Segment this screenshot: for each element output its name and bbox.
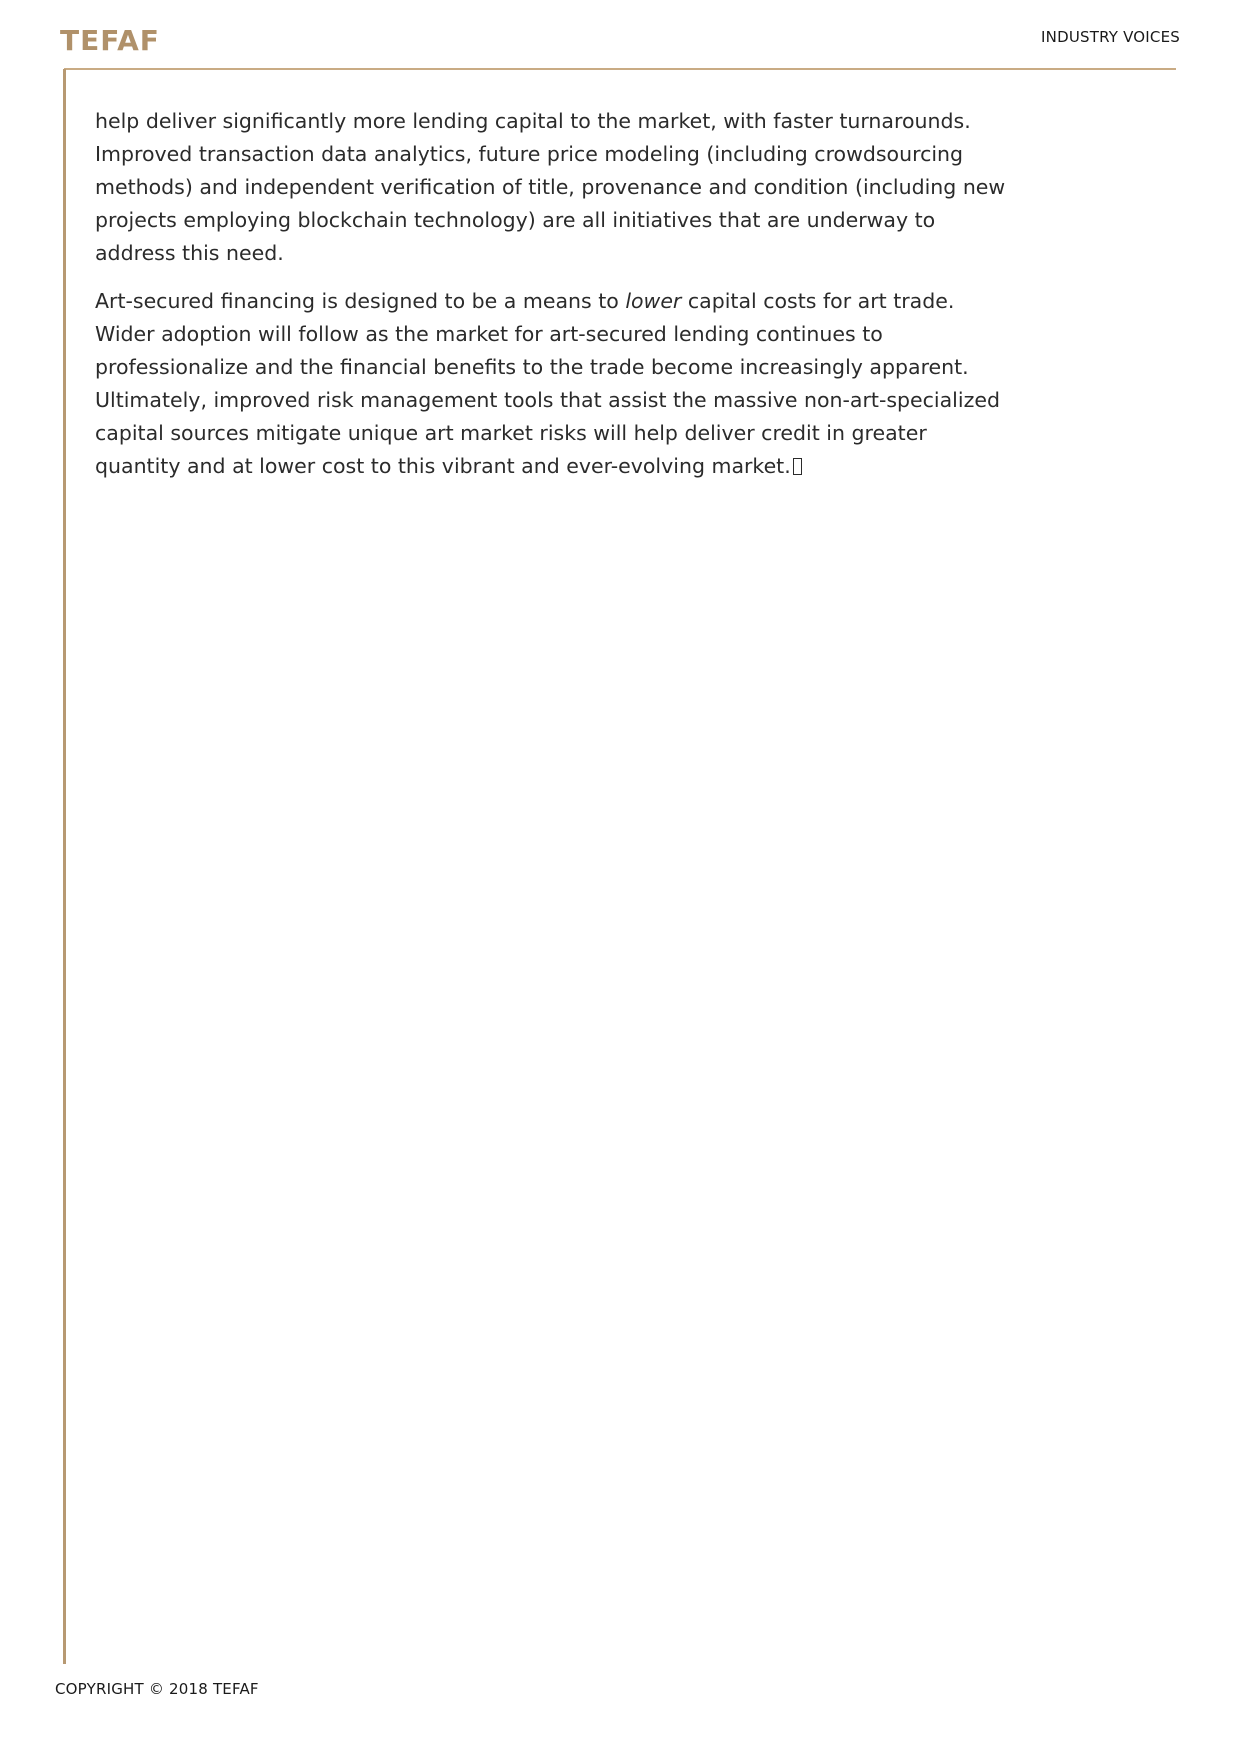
paragraph-2-text-end: capital costs for art trade. Wider adoption will follow as the market for art-secured lending continues to professionalize and the financial benefits to the trade become increasingly apparent. Ultimately, improved risk management tools that assist the massive non-art-specialized capital sources mitigate unique art market risks will help deliver credit in greater quantity and at lower cost to this vibrant and ever-evolving market. [95, 289, 1000, 478]
emphasis-lower: lower [625, 289, 682, 313]
section-label: INDUSTRY VOICES [1041, 28, 1180, 46]
end-of-article-icon [793, 458, 802, 475]
copyright-footer: COPYRIGHT © 2018 TEFAF [55, 1680, 259, 1698]
paragraph-2-text-start: Art-secured financing is designed to be a means to [95, 289, 626, 313]
header-rule [64, 68, 1176, 70]
tefaf-logo: TEFAF [60, 24, 160, 57]
article-paragraph-2 [95, 285, 1015, 483]
article-paragraph-1: help deliver significantly more lending capital to the market, with faster turnarounds. Improved transaction data analytics, future price modeling (including crowdsourcing methods) and independent verification of title, provenance and condition (including new projects employing blockchain technology) are all initiatives that are underway to address this need. [95, 109, 1006, 265]
left-margin-rule [63, 69, 66, 1664]
article-body [95, 105, 1015, 498]
